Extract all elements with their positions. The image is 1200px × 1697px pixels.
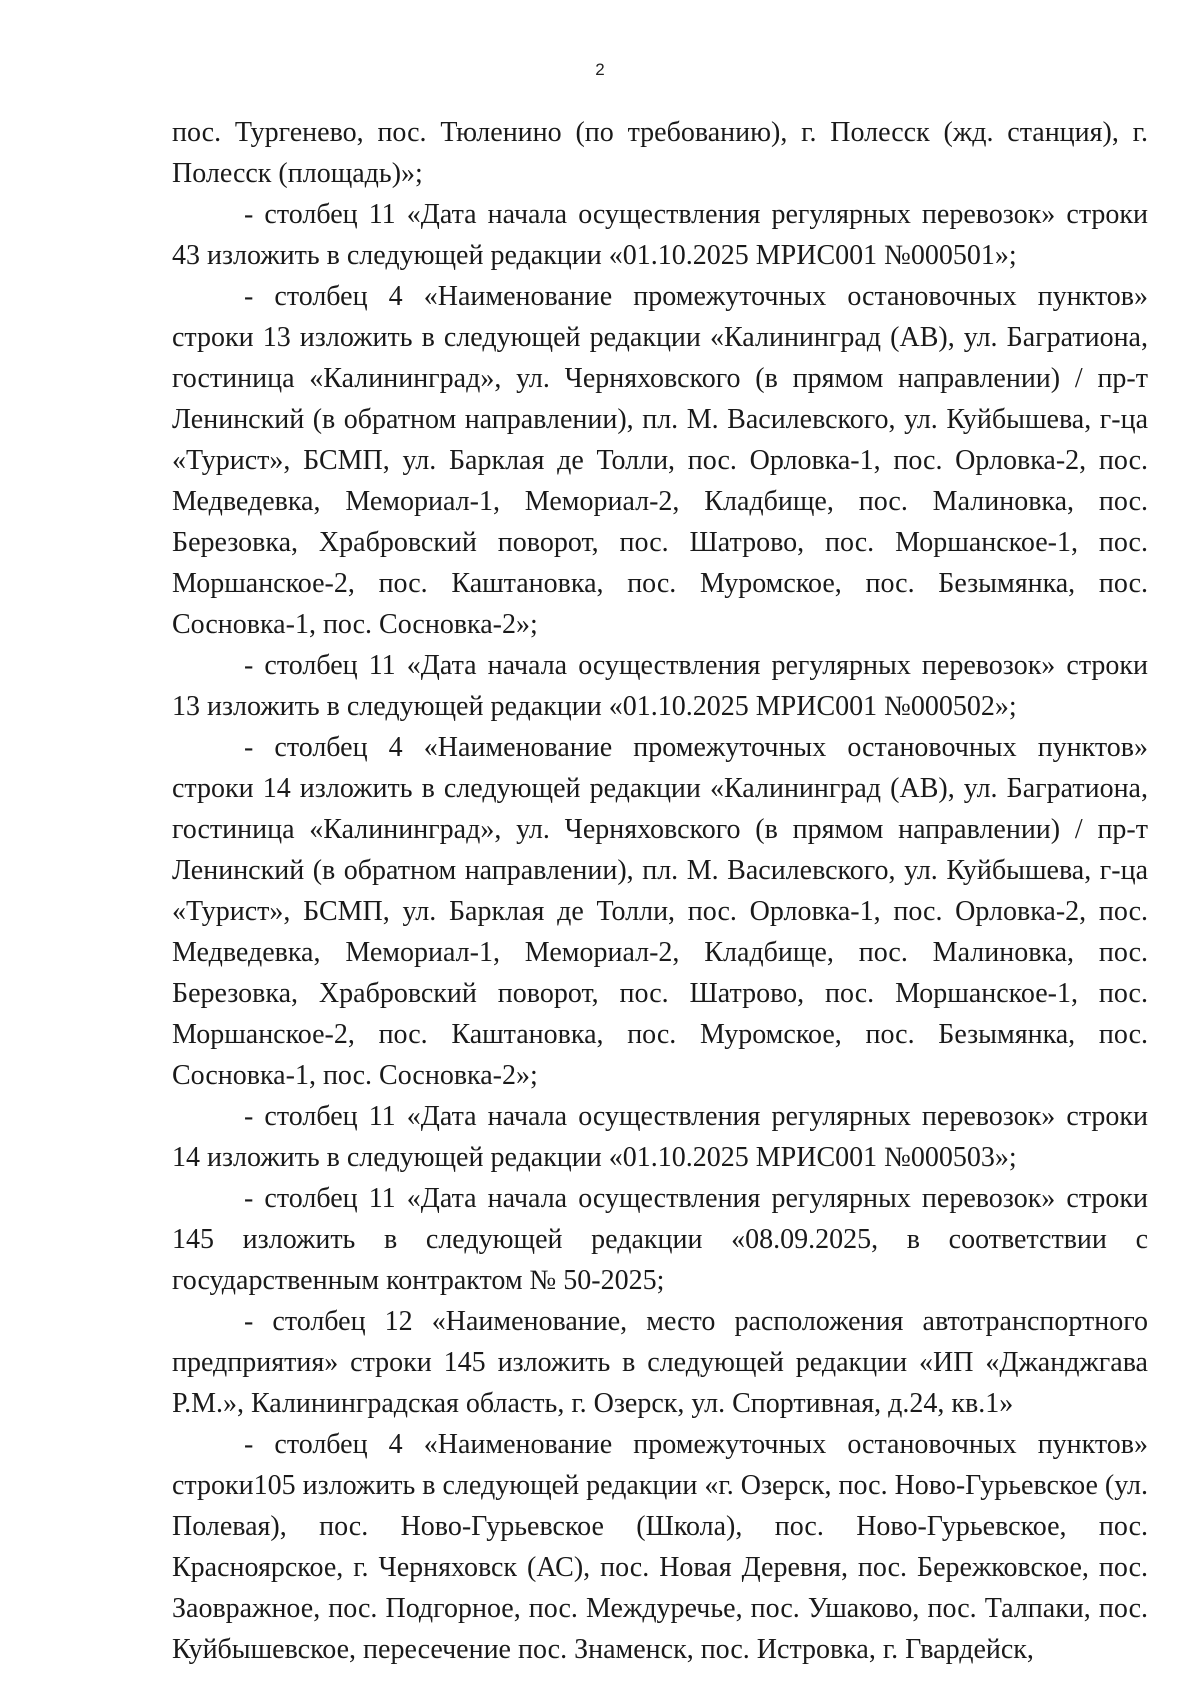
page-number: 2	[595, 60, 605, 79]
paragraph-row-145-enterprise: - столбец 12 «Наименование, место расположения автотранспортного предприятия» строки 145 изложить в следующей редакции «ИП «Джанджгава Р.М.», Калининградская область, г. Озерск, ул. Спортивная, д.24, кв.1»	[172, 1306, 1148, 1419]
document-body	[172, 112, 1148, 1670]
paragraph-row-43-date: - столбец 11 «Дата начала осуществления регулярных перевозок» строки 43 изложить в следующей редакции «01.10.2025 МРИС001 №000501»;	[172, 199, 1148, 271]
paragraph-row-14-date: - столбец 11 «Дата начала осуществления регулярных перевозок» строки 14 изложить в следующей редакции «01.10.2025 МРИС001 №000503»;	[172, 1101, 1148, 1173]
paragraph-row-14-stops: - столбец 4 «Наименование промежуточных остановочных пунктов» строки 14 изложить в следующей редакции «Калининград (АВ), ул. Багратиона, гостиница «Калининград», ул. Черняховского (в прямом направлении) / пр-т Ленинский (в обратном направлении), пл. М. Василевского, ул. Куйбышева, г-ца «Турист», БСМП, ул. Барклая де Толли, пос. Орловка-1, пос. Орловка-2, пос. Медведевка, Мемориал-1, Мемориал-2, Кладбище, пос. Малиновка, пос. Березовка, Храбровский поворот, пос. Шатрово, пос. Моршанское-1, пос. Моршанское-2, пос. Каштановка, пос. Муромское, пос. Безымянка, пос. Сосновка-1, пос. Сосновка-2»;	[172, 732, 1148, 1091]
paragraph-continuation: пос. Тургенево, пос. Тюленино (по требованию), г. Полесск (жд. станция), г. Полесск (площадь)»;	[172, 117, 1148, 189]
paragraph-row-13-stops: - столбец 4 «Наименование промежуточных остановочных пунктов» строки 13 изложить в следующей редакции «Калининград (АВ), ул. Багратиона, гостиница «Калининград», ул. Черняховского (в прямом направлении) / пр-т Ленинский (в обратном направлении), пл. М. Василевского, ул. Куйбышева, г-ца «Турист», БСМП, ул. Барклая де Толли, пос. Орловка-1, пос. Орловка-2, пос. Медведевка, Мемориал-1, Мемориал-2, Кладбище, пос. Малиновка, пос. Березовка, Храбровский поворот, пос. Шатрово, пос. Моршанское-1, пос. Моршанское-2, пос. Каштановка, пос. Муромское, пос. Безымянка, пос. Сосновка-1, пос. Сосновка-2»;	[172, 281, 1148, 640]
paragraph-row-13-date: - столбец 11 «Дата начала осуществления регулярных перевозок» строки 13 изложить в следующей редакции «01.10.2025 МРИС001 №000502»;	[172, 650, 1148, 722]
paragraph-row-105-stops: - столбец 4 «Наименование промежуточных остановочных пунктов» строки105 изложить в следующей редакции «г. Озерск, пос. Ново-Гурьевское (ул. Полевая), пос. Ново-Гурьевское (Школа), пос. Ново-Гурьевское, пос. Красноярское, г. Черняховск (АС), пос. Новая Деревня, пос. Бережковское, пос. Заовражное, пос. Подгорное, пос. Междуречье, пос. Ушаково, пос. Талпаки, пос. Куйбышевское, пересечение пос. Знаменск, пос. Истровка, г. Гвардейск,	[172, 1429, 1148, 1665]
paragraph-row-145-date: - столбец 11 «Дата начала осуществления регулярных перевозок» строки 145 изложить в следующей редакции «08.09.2025, в соответствии с государственным контрактом № 50-2025;	[172, 1183, 1148, 1296]
